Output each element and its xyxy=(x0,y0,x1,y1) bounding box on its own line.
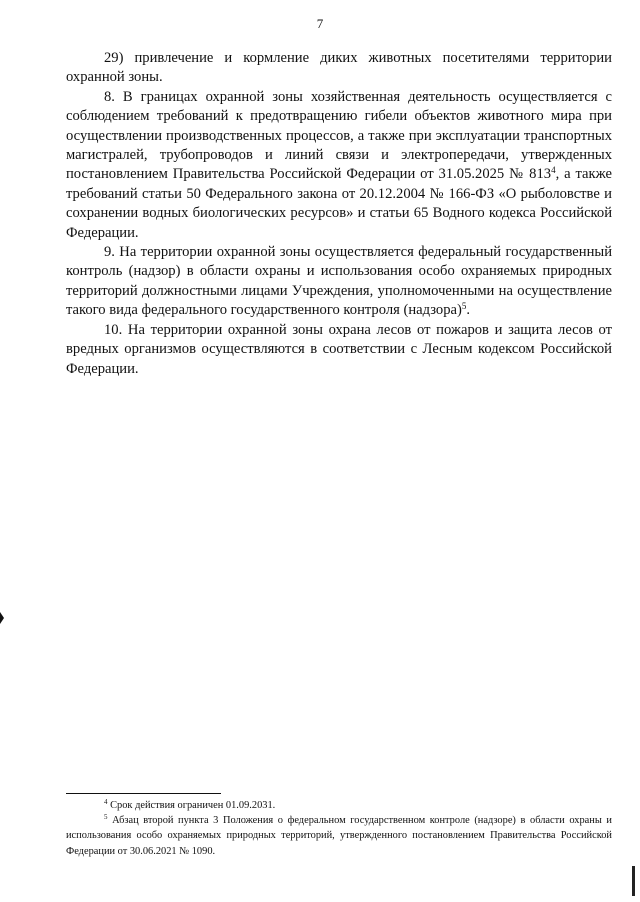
paragraph-section-10 xyxy=(66,321,612,379)
scan-artifact-left xyxy=(0,612,4,624)
paragraph-text-tail: , а также требований статьи 50 Федерального закона от 20.12.2004 № 166-ФЗ «О рыболовстве и сохранении водных биологических ресурсов» и статьи 65 Водного кодекса Российской Федерации. xyxy=(66,166,612,241)
footnote-text: Абзац второй пункта 3 Положения о федеральном государственном контроле (надзоре) в области охраны и использования особо охраняемых природных территорий, утвержденного постановлением Правительства Российской Федерации от 30.06.2021 № 1090. xyxy=(66,815,612,857)
footnote-mark: 5 xyxy=(104,813,108,822)
paragraph-text: 8. В границах охранной зоны хозяйственная деятельность осуществляется с соблюдением требований к предотвращению гибели объектов животного мира при осуществлении производственных процессов, а также при эксплуатации транспортных магистралей, трубопроводов и линий связи и электропередачи, утвержденных постановлением Правительства Российской Федерации от 31.05.2025 № 813 xyxy=(66,88,612,183)
paragraph-text: 9. На территории охранной зоны осуществляется федеральный государственный контроль (надзор) в области охраны и использования особо охраняемых природных территорий должностными лицами Учреждения, уполномоченными на осуществление такого вида федерального государственного контроля (надзора) xyxy=(66,244,612,319)
footnote-4 xyxy=(66,798,612,813)
scan-artifact-right xyxy=(632,866,635,896)
paragraph-section-9 xyxy=(66,243,612,321)
footnote-ref-5[interactable]: 5 xyxy=(461,301,467,312)
footnote-ref-4[interactable]: 4 xyxy=(551,165,556,176)
document-body xyxy=(66,49,612,379)
footnote-separator xyxy=(66,793,221,794)
footnote-5 xyxy=(66,813,612,859)
paragraph-text: 29) привлечение и кормление диких животных посетителями территории охранной зоны. xyxy=(66,50,612,86)
paragraph-text: 10. На территории охранной зоны охрана лесов от пожаров и защита лесов от вредных организмов осуществляются в соответствии с Лесным кодексом Российской Федерации. xyxy=(66,321,612,377)
paragraph-section-8 xyxy=(66,88,612,243)
page-number: 7 xyxy=(316,16,324,31)
paragraph-item-29 xyxy=(66,49,612,88)
footnote-text: Срок действия ограничен 01.09.2031. xyxy=(107,800,276,811)
footnotes xyxy=(66,798,612,859)
footnote-mark: 4 xyxy=(104,798,108,806)
paragraph-text-tail: . xyxy=(466,302,470,319)
